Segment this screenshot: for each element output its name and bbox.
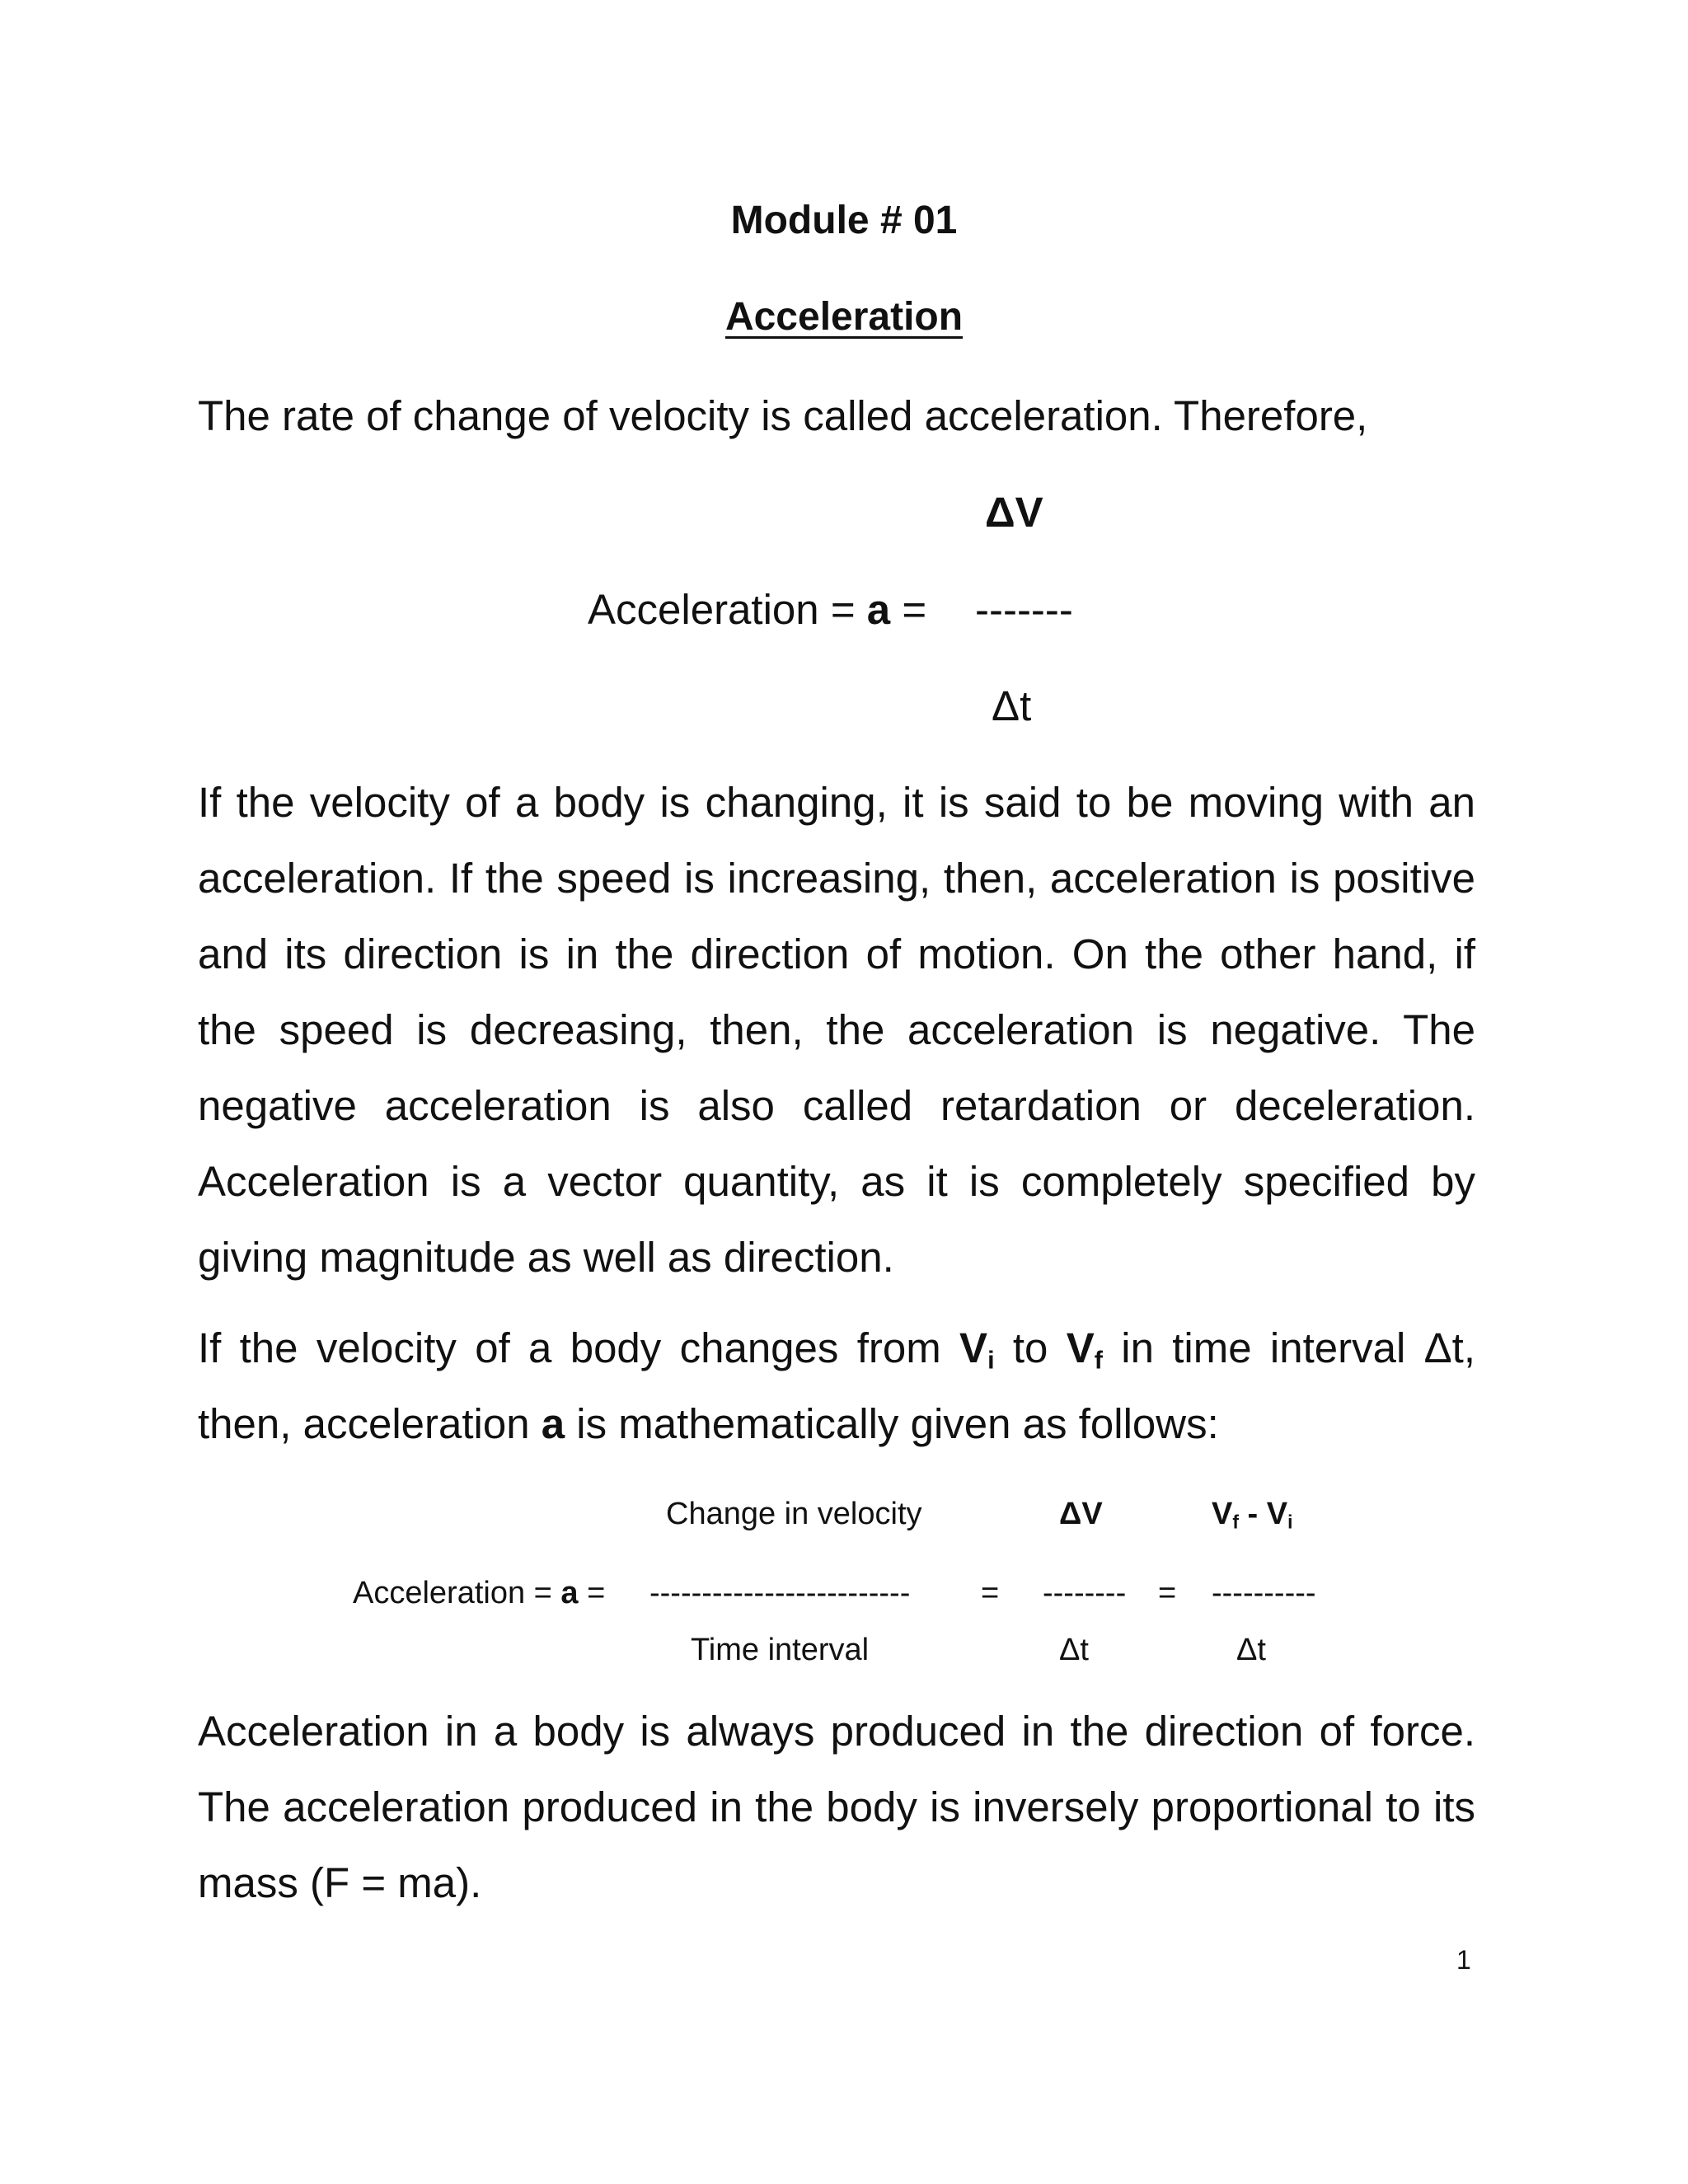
paragraph-2 — [198, 1310, 1475, 1462]
formula2-numerator-words: Change in velocity — [666, 1497, 922, 1531]
formula2-numerator-delta: ΔV — [1059, 1497, 1103, 1531]
para2-v-final: $V_f$ — [1066, 1324, 1103, 1375]
formula1-denominator: Δt — [992, 682, 1032, 729]
formula2-numerator-difference: $V_f - V_i$ — [1212, 1497, 1293, 1533]
paragraph-1: If the velocity of a body is changing, it is said to be moving with an acceleration. If the speed is increasing, then, acceleration is positive and its direction is in the direction of motion. On the other hand, if the speed is decreasing, then, the acceleration is negative. The negative acceleration is also called retardation or deceleration. Acceleration is a vector quantity, as it is completely specified by giving magnitude as well as direction. — [198, 779, 1475, 1281]
module-title: Module # 01 — [730, 199, 958, 242]
formula1-equals: = — [890, 586, 927, 633]
formula1-numerator: ΔV — [985, 489, 1043, 536]
para2-v-initial: $V_i$ — [959, 1324, 995, 1375]
para2-symbol: a — [541, 1400, 565, 1447]
formula1-symbol: a — [866, 586, 891, 633]
section-title: Acceleration — [724, 295, 964, 339]
formula2-equals-1: = — [981, 1576, 1000, 1610]
formula1-expression — [588, 585, 926, 634]
formula2-bar-words: ------------------------- — [649, 1576, 911, 1610]
formula2-equals-2: = — [1158, 1576, 1177, 1610]
formula1-fraction-bar: ------- — [975, 586, 1073, 633]
formula2-denominator-difference: Δt — [1236, 1633, 1266, 1667]
formula2-denominator-delta: Δt — [1059, 1633, 1089, 1667]
para2-part2: to — [994, 1324, 1067, 1371]
paragraph-3: Acceleration in a body is always produced in the direction of force. The acceleration produced in the body is inversely proportional to its mass (F = ma). — [198, 1708, 1475, 1906]
para2-part1: If the velocity of a body changes from — [198, 1324, 960, 1371]
page-number: 1 — [1456, 1945, 1471, 1975]
formula1-lhs: Acceleration = — [588, 586, 867, 633]
formula2-lhs: Acceleration = a = — [353, 1576, 606, 1610]
formula2-denominator-words: Time interval — [691, 1633, 870, 1667]
para2-part3: in time interval Δt, then, acceleration — [198, 1324, 1475, 1447]
para2-part4: is mathematically given as follows: — [565, 1400, 1219, 1447]
formula2-bar-difference: ---------- — [1212, 1576, 1316, 1610]
intro-text: The rate of change of velocity is called acceleration. Therefore, — [198, 392, 1368, 439]
formula2-bar-delta: -------- — [1043, 1576, 1127, 1610]
